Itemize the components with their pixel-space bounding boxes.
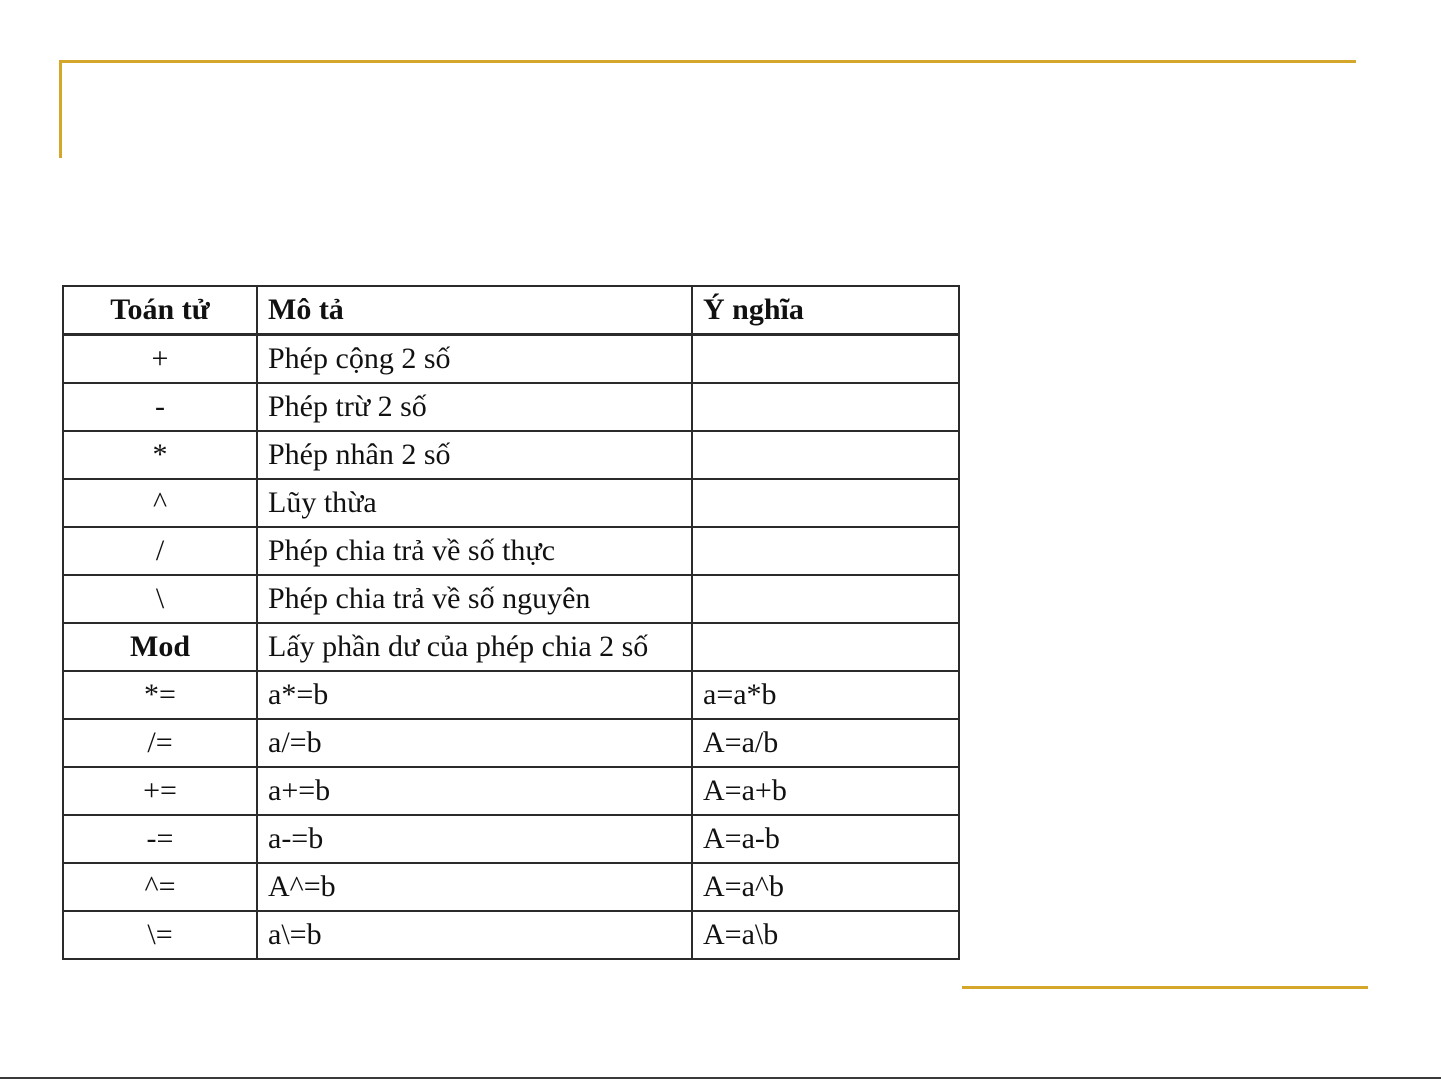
description-cell: Phép trừ 2 số [257,383,692,431]
table-row [63,383,959,431]
operator-cell: += [63,767,257,815]
table-row [63,431,959,479]
description-cell: Phép cộng 2 số [257,335,692,384]
operator-cell: + [63,335,257,384]
description-cell: a\=b [257,911,692,959]
table-row [63,911,959,959]
description-cell: a*=b [257,671,692,719]
header-operator: Toán tử [63,286,257,335]
meaning-cell [692,623,959,671]
table-row [63,671,959,719]
description-cell: Phép nhân 2 số [257,431,692,479]
meaning-cell: A=a^b [692,863,959,911]
accent-line-left [59,60,62,158]
meaning-cell [692,335,959,384]
meaning-cell [692,383,959,431]
header-meaning: Ý nghĩa [692,286,959,335]
meaning-cell [692,479,959,527]
table-row [63,863,959,911]
operator-cell: \ [63,575,257,623]
operators-table [62,285,960,960]
description-cell: Phép chia trả về số nguyên [257,575,692,623]
meaning-cell [692,431,959,479]
operator-cell: - [63,383,257,431]
description-cell: Lấy phần dư của phép chia 2 số [257,623,692,671]
operator-cell: *= [63,671,257,719]
meaning-cell [692,575,959,623]
table-row [63,767,959,815]
operator-cell: * [63,431,257,479]
description-cell: a+=b [257,767,692,815]
operator-cell: /= [63,719,257,767]
operator-cell: Mod [63,623,257,671]
table-row [63,479,959,527]
description-cell: A^=b [257,863,692,911]
operator-cell: / [63,527,257,575]
meaning-cell: A=a\b [692,911,959,959]
table-header-row [63,286,959,335]
meaning-cell: A=a/b [692,719,959,767]
bottom-divider [0,1077,1441,1079]
description-cell: Phép chia trả về số thực [257,527,692,575]
operator-cell: -= [63,815,257,863]
operator-cell: \= [63,911,257,959]
operator-cell: ^= [63,863,257,911]
meaning-cell: A=a-b [692,815,959,863]
header-description: Mô tả [257,286,692,335]
table-row [63,527,959,575]
accent-line-bottom [962,986,1368,989]
table-row [63,815,959,863]
meaning-cell: a=a*b [692,671,959,719]
description-cell: a-=b [257,815,692,863]
table-row [63,575,959,623]
meaning-cell: A=a+b [692,767,959,815]
table-row [63,719,959,767]
table-row [63,335,959,384]
accent-line-top [59,60,1356,63]
description-cell: a/=b [257,719,692,767]
operator-cell: ^ [63,479,257,527]
description-cell: Lũy thừa [257,479,692,527]
meaning-cell [692,527,959,575]
table-row [63,623,959,671]
